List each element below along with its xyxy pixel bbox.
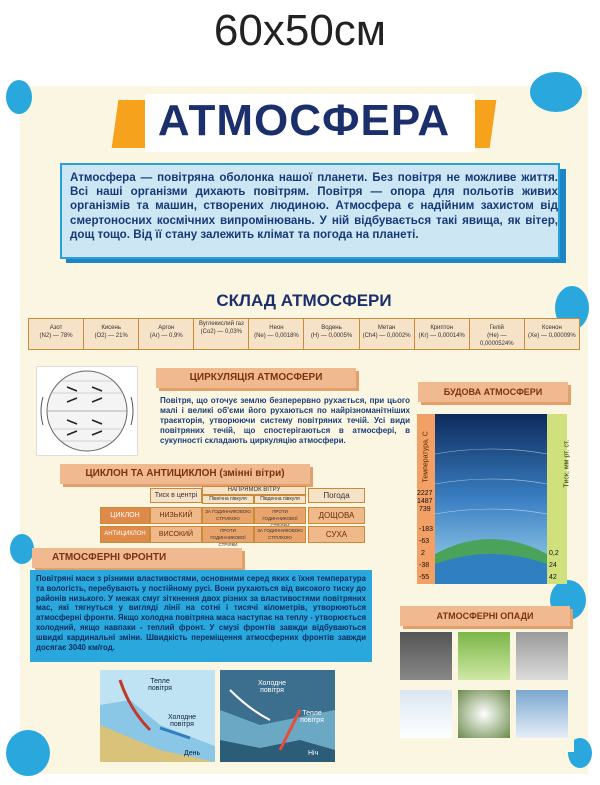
gas-cell: Вуглекислий газ (Co2) — 0,03%: [194, 319, 249, 349]
day-label: День: [184, 750, 201, 757]
table-header: НАПРЯМОК ВІТРУ: [202, 486, 306, 495]
table-cell: ДОЩОВА: [308, 507, 365, 524]
warm-air-label: Тепле повітря: [148, 678, 172, 692]
cold-air-label: Холодне повітря: [167, 714, 197, 728]
gas-cell: Криптон (Kr) — 0,00014%: [415, 319, 470, 349]
gas-composition-table: [28, 318, 580, 350]
warm-front-image: [100, 670, 215, 762]
table-cell: ЦИКЛОН: [100, 507, 150, 524]
table-cell: НИЗЬКИЙ: [150, 507, 202, 524]
gas-cell: Азот (N2) — 78%: [29, 319, 84, 349]
temperature-value: -63: [419, 538, 430, 545]
fronts-panel: [30, 570, 372, 662]
gas-cell: Водень (H) — 0,0005%: [304, 319, 359, 349]
temperature-value: -183: [419, 526, 434, 533]
composition-heading: СКЛАД АТМОСФЕРИ: [216, 291, 392, 310]
atmosphere-structure-diagram: [417, 414, 571, 584]
cyclone-table: [100, 486, 365, 547]
hoarfrost-photo: [516, 690, 568, 738]
circulation-heading: ЦИРКУЛЯЦІЯ АТМОСФЕРИ: [156, 368, 356, 388]
pressure-value: 0,2: [549, 550, 559, 557]
table-cell: ЗА ГОДИННИКОВОЮ СТРІЛКОЮ: [202, 507, 254, 524]
cold-front-image: [220, 670, 335, 762]
poster-size-label: 60x50см: [213, 6, 387, 55]
title-banner: [115, 94, 493, 152]
splash-decoration: [6, 80, 32, 114]
rain-photo: [400, 632, 452, 680]
precipitation-heading: АТМОСФЕРНІ ОПАДИ: [400, 606, 570, 626]
temperature-value: -55: [419, 574, 430, 581]
precipitation-gallery: [398, 632, 574, 752]
table-header: Погода: [308, 488, 365, 503]
structure-heading: БУДОВА АТМОСФЕРИ: [418, 382, 568, 402]
cyclone-heading: ЦИКЛОН ТА АНТИЦИКЛОН (змінні вітри): [60, 464, 310, 484]
gas-cell: Кисень (O2) — 21%: [84, 319, 139, 349]
gas-cell: Гелій (He) — 0,0000524%: [470, 319, 525, 349]
table-cell: СУХА: [308, 526, 365, 543]
cold-air-label: Холодне повітря: [257, 680, 287, 694]
temperature-value: 2227: [417, 490, 433, 497]
poster: [20, 86, 588, 774]
pressure-value: 24: [549, 562, 557, 569]
table-header: Тиск в центрі: [150, 488, 202, 503]
fronts-heading: АТМОСФЕРНІ ФРОНТИ: [32, 548, 242, 568]
gas-cell: Аргон (Ar) — 0,9%: [139, 319, 194, 349]
table-cell: АНТИЦИКЛОН: [100, 526, 150, 543]
circulation-text: Повітря, що оточує землю безперервно рухається, при цього малі і великі об'єми його рухаються по найрізноманітніших траєкторія, утворюючи систему повітряних течій. Усі види повітряних течій, що спостерігаються в атмосфері, в сукупності складають циркуляцію атмосфери.: [160, 396, 410, 445]
table-header: Північна півкуля: [202, 495, 254, 504]
warm-air-label: Тепле повітря: [300, 710, 324, 724]
pressure-axis-label: Тиск, мм рт. ст.: [563, 439, 571, 488]
intro-panel: [60, 163, 572, 263]
table-cell: ВИСОКИЙ: [150, 526, 202, 543]
fog-photo: [516, 632, 568, 680]
table-cell: ПРОТИ ГОДИННИКОВОЇ СТРІЛКИ: [202, 526, 254, 543]
splash-decoration: [10, 534, 34, 564]
temperature-axis-label: Температура, С: [422, 431, 430, 483]
splash-decoration: [530, 72, 582, 112]
splash-decoration: [6, 730, 50, 776]
globe-circulation-icon: [37, 367, 137, 455]
gas-cell: Метан (Ch4) — 0,0002%: [360, 319, 415, 349]
night-label: Ніч: [308, 750, 319, 757]
poster-title: АТМОСФЕРА: [157, 96, 451, 145]
temperature-value: -38: [419, 562, 430, 569]
table-cell: ПРОТИ ГОДИННИКОВОЇ: [254, 507, 306, 524]
temperature-value: 739: [419, 506, 431, 513]
frost-photo: [458, 690, 510, 738]
intro-text: Атмосфера — повітряна оболонка нашої планети. Без повітря не можливе життя. Всі наші організми дихають повітрям. Повітря — опора для польотів живих організмів та машин, створених людиною. Атмосфера є надійним захистом від смертоносних космічних випромінювань. У ній відбувається такі явища, як вітер, дощ тощо. Від її стану залежить клімат та погода на планеті.: [70, 171, 558, 241]
circulation-diagram: [36, 366, 138, 456]
grass-dew-photo: [458, 632, 510, 680]
snow-photo: [400, 690, 452, 738]
temperature-value: 1487: [417, 498, 433, 505]
gas-cell: Неон (Ne) — 0,0018%: [249, 319, 304, 349]
fronts-text: Повітряні маси з різними властивостями, основними серед яких є їхня температура та вологість, перебувають у постійному русі. Вони рухаються від високого тиску до районів низького. У межах смуг зіткнення двох різних за властивостями повітряних мас, які тягнуться у вигляді лінії на сотні і тисячі кілометрів, утворюються атмосферні фронти. Якщо холодна повітряна маса наступає на теплу - утворюється холодний, якщо навпаки - теплий фронт. У смузі фронтів завжди відбуваються швидкі кардинальні зміни. Швидкість переміщення атмосферних фронтів завжди досягає 3040 км/год.: [36, 574, 366, 652]
pressure-value: 42: [549, 574, 557, 581]
table-cell: ЗА ГОДИННИКОВОЮ СТРІЛКОЮ: [254, 526, 306, 543]
gas-cell: Ксенон (Xe) — 0,00009%: [528, 325, 576, 339]
table-header: Південна півкуля: [254, 495, 306, 504]
temperature-value: 2: [421, 550, 425, 557]
